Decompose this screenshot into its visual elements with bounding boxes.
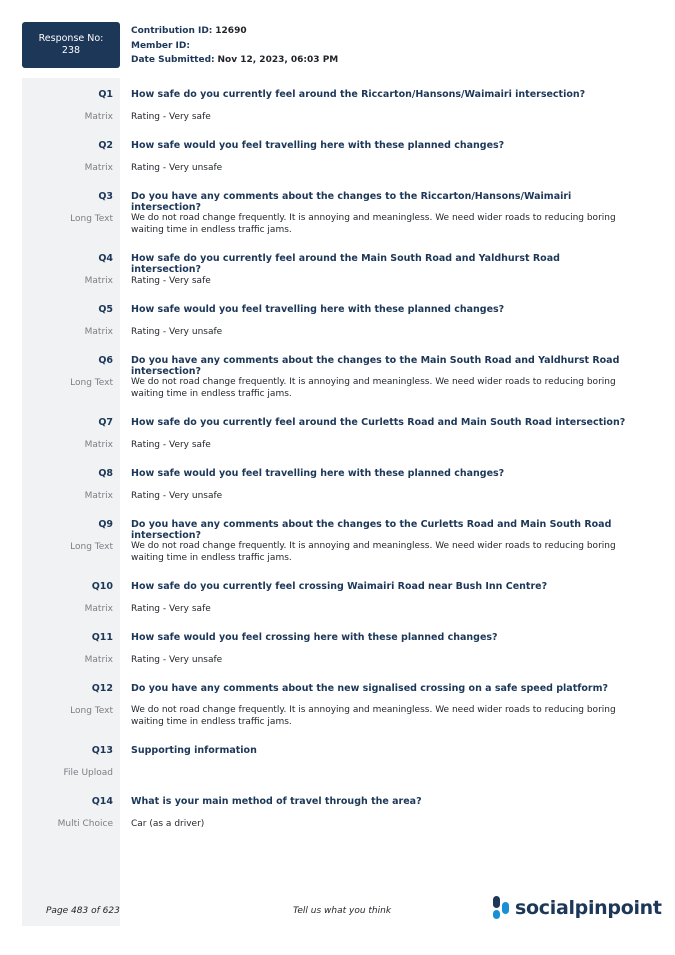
answer-text: Rating - Very unsafe bbox=[131, 491, 223, 501]
question-text: How safe would you feel crossing here with these planned changes? bbox=[131, 632, 498, 643]
question-text: Do you have any comments about the changes to the Curletts Road and Main South Road intersection? bbox=[131, 519, 612, 541]
question-number: Q11 bbox=[91, 632, 113, 643]
member-id: Member ID: bbox=[131, 40, 190, 51]
response-number: 238 bbox=[61, 45, 81, 56]
socialpinpoint-logo bbox=[492, 894, 662, 922]
answer-type: Matrix bbox=[84, 604, 113, 614]
answer-type: Matrix bbox=[84, 440, 113, 450]
answer-type: Long Text bbox=[70, 706, 113, 716]
answer-text: Rating - Very safe bbox=[131, 440, 211, 450]
question-text: How safe do you currently feel crossing Waimairi Road near Bush Inn Centre? bbox=[131, 581, 548, 592]
question-text: Supporting information bbox=[131, 745, 257, 756]
question-text: How safe do you currently feel around the Curletts Road and Main South Road intersection? bbox=[131, 417, 626, 428]
answer-type: Matrix bbox=[84, 163, 113, 173]
question-number: Q8 bbox=[98, 468, 113, 479]
question-number: Q7 bbox=[98, 417, 113, 428]
question-number: Q2 bbox=[98, 140, 113, 151]
answer-type: Matrix bbox=[84, 655, 113, 665]
question-text: Do you have any comments about the changes to the Main South Road and Yaldhurst Road intersection? bbox=[131, 355, 620, 377]
contribution-id: Contribution ID: 12690 bbox=[131, 26, 247, 36]
submission-meta bbox=[131, 24, 338, 68]
answer-text: We do not road change frequently. It is annoying and meaningless. We need wider roads to reducing boring waiting time in endless traffic jams. bbox=[131, 213, 616, 235]
question-number: Q10 bbox=[91, 581, 113, 592]
question-number: Q13 bbox=[91, 745, 113, 756]
date-submitted: Date Submitted: Nov 12, 2023, 06:03 PM bbox=[131, 55, 339, 65]
answer-text: Rating - Very unsafe bbox=[131, 327, 223, 337]
question-text: Do you have any comments about the changes to the Riccarton/Hansons/Waimairi intersection? bbox=[131, 191, 572, 213]
answer-text: We do not road change frequently. It is annoying and meaningless. We need wider roads to reducing boring waiting time in endless traffic jams. bbox=[131, 377, 616, 399]
answer-text: Rating - Very safe bbox=[131, 276, 211, 286]
answer-type: Long Text bbox=[70, 378, 113, 388]
question-text: How safe do you currently feel around the Riccarton/Hansons/Waimairi intersection? bbox=[131, 89, 586, 100]
answer-type: Matrix bbox=[84, 491, 113, 501]
question-text: How safe do you currently feel around the Main South Road and Yaldhurst Road intersection? bbox=[131, 253, 560, 275]
answer-type: Matrix bbox=[84, 276, 113, 286]
question-number: Q3 bbox=[98, 191, 113, 202]
answer-text: Rating - Very unsafe bbox=[131, 655, 223, 665]
brand-name: socialpinpoint bbox=[515, 897, 662, 919]
answer-text: Rating - Very safe bbox=[131, 112, 211, 122]
answer-type: Long Text bbox=[70, 214, 113, 224]
question-text: What is your main method of travel through the area? bbox=[131, 796, 422, 807]
answer-type: Matrix bbox=[84, 112, 113, 122]
answer-text: We do not road change frequently. It is annoying and meaningless. We need wider roads to reducing boring waiting time in endless traffic jams. bbox=[131, 541, 616, 563]
question-number: Q12 bbox=[91, 683, 113, 694]
question-number: Q6 bbox=[98, 355, 113, 366]
question-text: How safe would you feel travelling here with these planned changes? bbox=[131, 468, 505, 479]
question-number: Q14 bbox=[91, 796, 113, 807]
answer-type: Long Text bbox=[70, 542, 113, 552]
answer-text: Rating - Very safe bbox=[131, 604, 211, 614]
question-text: How safe would you feel travelling here with these planned changes? bbox=[131, 304, 505, 315]
question-text: Do you have any comments about the new signalised crossing on a safe speed platform? bbox=[131, 683, 609, 694]
answer-text: We do not road change frequently. It is annoying and meaningless. We need wider roads to reducing boring waiting time in endless traffic jams. bbox=[131, 705, 616, 727]
page-number: Page 483 of 623 bbox=[46, 906, 120, 916]
pinpoint-logo-icon bbox=[492, 896, 510, 920]
answer-text: Rating - Very unsafe bbox=[131, 163, 223, 173]
footer-tagline: Tell us what you think bbox=[293, 906, 392, 916]
answer-text: Car (as a driver) bbox=[131, 819, 205, 829]
question-number: Q9 bbox=[98, 519, 113, 530]
answer-type: File Upload bbox=[63, 768, 113, 778]
question-number: Q5 bbox=[98, 304, 113, 315]
answer-type: Matrix bbox=[84, 327, 113, 337]
question-number: Q4 bbox=[98, 253, 113, 264]
question-text: How safe would you feel travelling here with these planned changes? bbox=[131, 140, 505, 151]
response-label: Response No: bbox=[38, 33, 104, 44]
answer-type: Multi Choice bbox=[57, 819, 113, 829]
response-number-box bbox=[22, 22, 120, 68]
question-number: Q1 bbox=[98, 89, 113, 100]
